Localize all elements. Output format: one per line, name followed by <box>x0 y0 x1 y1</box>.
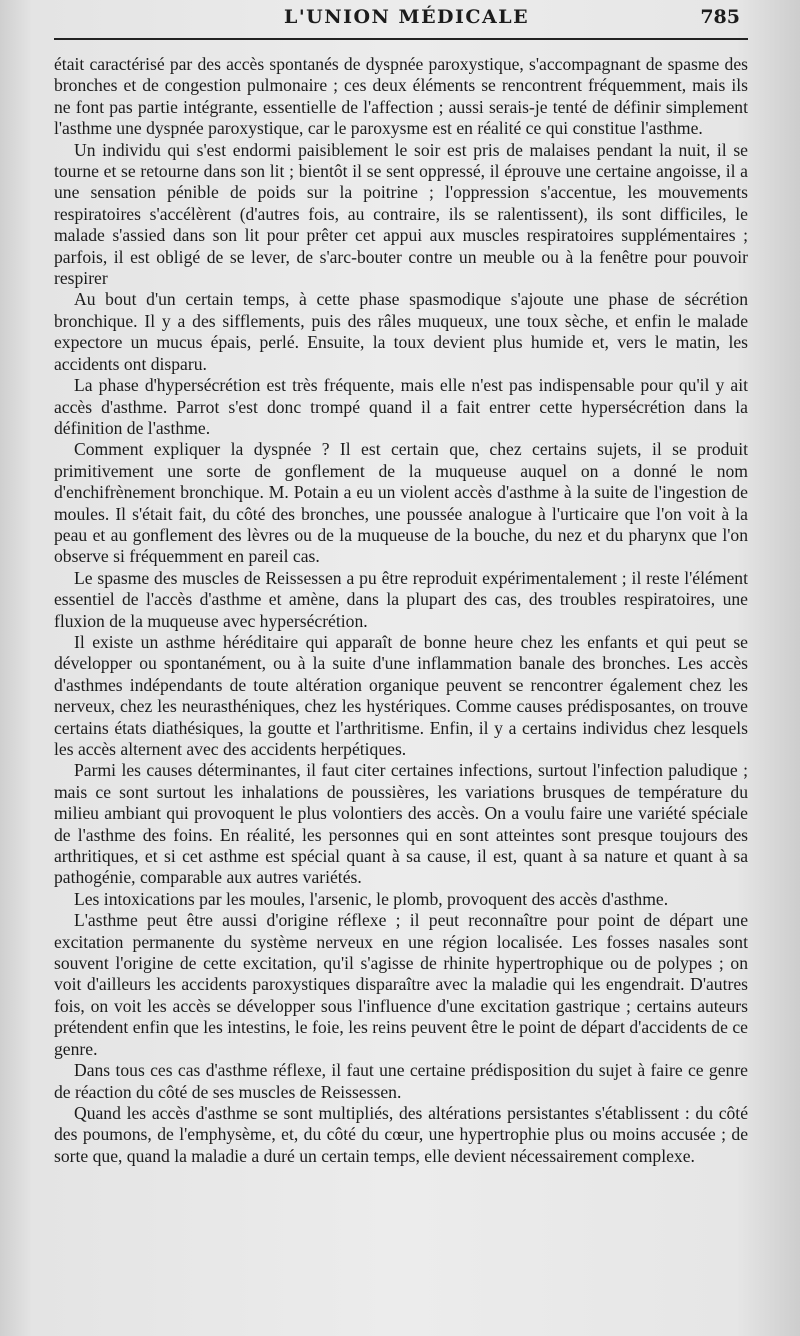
paragraph-4: La phase d'hypersécrétion est très fréquente, mais elle n'est pas indispensable pour qu'il y ait accès d'asthme. Parrot s'est donc trompé quand il a fait entrer cette hypersécrétion dans la définition de l'asthme. <box>54 375 748 438</box>
paragraph-3: Au bout d'un certain temps, à cette phase spasmodique s'ajoute une phase de sécrétion bronchique. Il y a des sifflements, puis des râles muqueux, une toux sèche, et enfin le malade expectore un mucus épais, perlé. Ensuite, la toux devient plus humide et, vers le matin, les accidents ont disparu. <box>54 289 748 374</box>
header-rule <box>54 38 748 40</box>
paragraph-8: Parmi les causes déterminantes, il faut citer certaines infections, surtout l'infection paludique ; mais ce sont surtout les inhalations de poussières, les variations brusques de température du milieu ambiant qui provoquent le plus volontiers des accès. On a voulu faire une variété spéciale de l'asthme des foins. En réalité, les personnes qui en sont atteintes sont presque toujours des arthritiques, et si cet asthme est spécial quant à sa cause, il est, quant à sa nature et quant à sa pathogénie, comparable aux autres variétés. <box>54 760 748 888</box>
paragraph-12: Quand les accès d'asthme se sont multipliés, des altérations persistantes s'établissent : du côté des poumons, de l'emphysème, et, du côté du cœur, une hypertrophie plus ou moins accusée ; de sorte que, quand la maladie a duré un certain temps, elle devient nécessairement complexe. <box>54 1102 748 1166</box>
running-head <box>54 0 748 38</box>
journal-title: L'UNION MÉDICALE <box>284 6 530 28</box>
paragraph-5: Comment expliquer la dyspnée ? Il est certain que, chez certains sujets, il se produit primitivement une sorte de gonflement de la muqueuse auquel on a donné le nom d'enchifrènement bronchique. M. Potain a eu un violent accès d'asthme à la suite de l'ingestion de moules. Il s'était fait, du côté des bronches, une poussée analogue à l'urticaire que l'on voit à la peau et au gonflement des lèvres ou de la muqueuse de la bouche, du nez et du pharynx que l'on observe si fréquemment en pareil cas. <box>54 439 748 567</box>
paragraph-6: Le spasme des muscles de Reissessen a pu être reproduit expérimentalement ; il reste l'élément essentiel de l'accès d'asthme et amène, dans la plupart des cas, des troubles respiratoires, une fluxion de la muqueuse avec hypersécrétion. <box>54 567 748 631</box>
paragraph-2: Un individu qui s'est endormi paisiblement le soir est pris de malaises pendant la nuit, il se tourne et se retourne dans son lit ; bientôt il se sent oppressé, il éprouve une certaine angoisse, il a une sensation pénible de poids sur la poitrine ; l'oppression s'accentue, les mouvements respiratoires s'accélèrent (d'autres fois, au contraire, ils se ralentissent), ils sont difficiles, le malade s'assied dans son lit pour prêter cet appui aux muscles respiratoires supplémentaires ; parfois, il est obligé de se lever, de s'arc-bouter contre un meuble ou à la fenêtre pour pouvoir respirer <box>54 139 748 289</box>
paragraph-1: était caractérisé par des accès spontanés de dyspnée paroxystique, s'accompagnant de spasme des bronches et de congestion pulmonaire ; ces deux éléments se rencontrent fréquemment, mais ils ne font pas partie intégrante, essentielle de l'affection ; aussi serais-je tenté de définir simplement l'asthme une dyspnée paroxystique, car le paroxysme est en réalité ce qui constitue l'asthme. <box>54 54 748 139</box>
page-number: 785 <box>700 6 740 28</box>
paragraph-9: Les intoxications par les moules, l'arsenic, le plomb, provoquent des accès d'asthme. <box>74 888 669 909</box>
paragraph-7: Il existe un asthme héréditaire qui apparaît de bonne heure chez les enfants et qui peut se développer ou spontanément, ou à la suite d'une inflammation banale des bronches. Les accès d'asthmes indépendants de toute altération organique peuvent se rencontrer également chez les nerveux, chez les neurasthéniques, chez les hystériques. Comme causes prédisposantes, on trouve certains états diathésiques, la goutte et l'arthritisme. Enfin, il y a certains individus chez lesquels les accès alternent avec des accidents herpétiques. <box>54 631 748 759</box>
article-body <box>54 54 748 1167</box>
paragraph-11: Dans tous ces cas d'asthme réflexe, il faut une certaine prédisposition du sujet à faire ce genre de réaction du côté de ses muscles de Reissessen. <box>54 1060 748 1102</box>
paragraph-10: L'asthme peut être aussi d'origine réflexe ; il peut reconnaître pour point de départ une excitation permanente du système nerveux en une région localisée. Les fosses nasales sont souvent l'origine de cette excitation, qu'il s'agisse de rhinite hypertrophique ou de polypes ; on voit d'ailleurs les accidents paroxystiques disparaître avec la maladie qui les engendrait. D'autres fois, on voit les accès se développer sous l'influence d'une excitation gastrique ; certains auteurs prétendent enfin que les intestins, le foie, les reins peuvent être le point de départ d'accidents de ce genre. <box>54 910 748 1059</box>
